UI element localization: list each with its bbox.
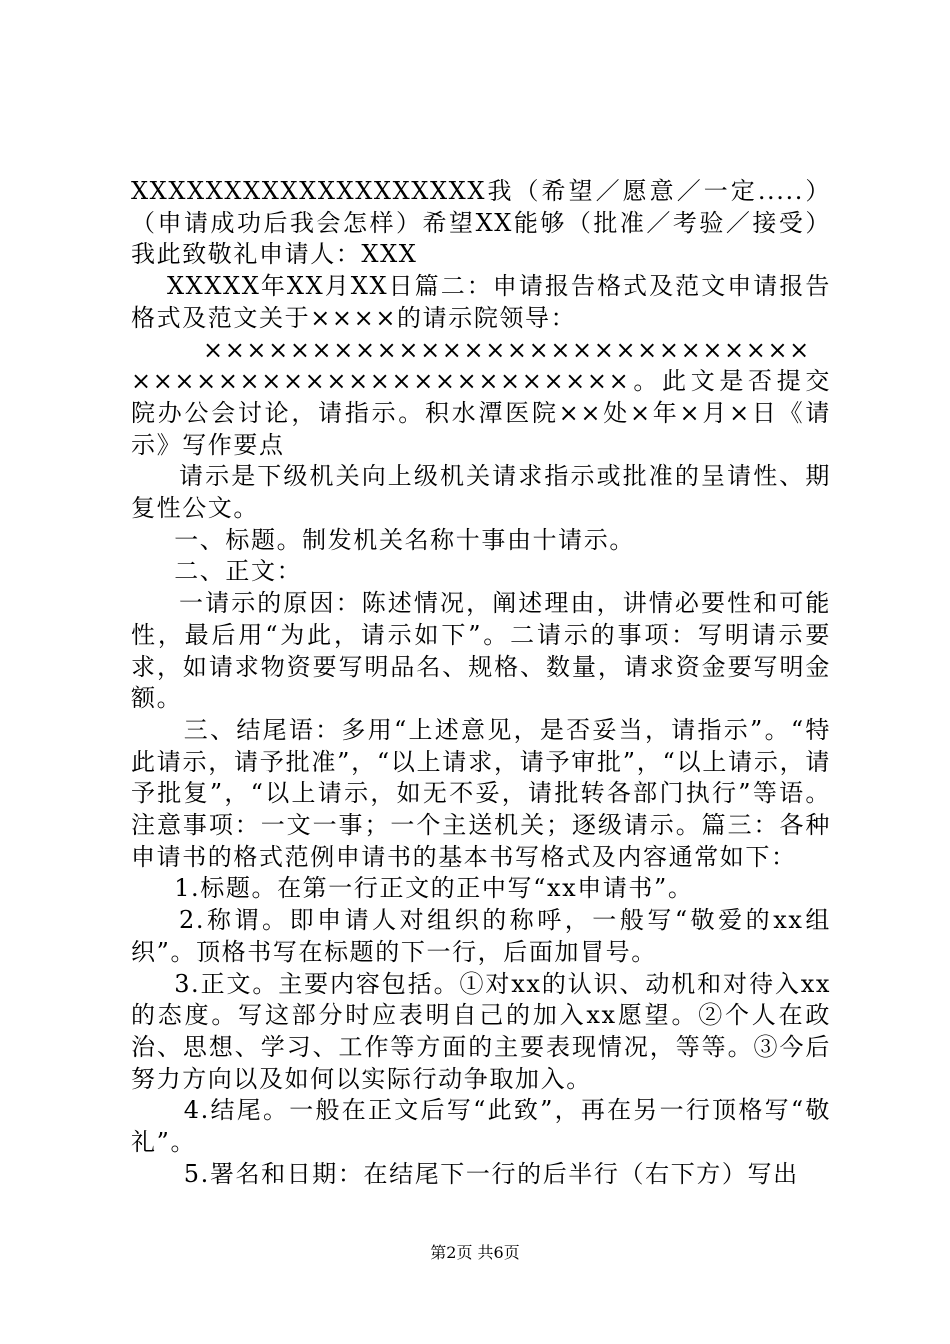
body-paragraph: 三、结尾语：多用“上述意见，是否妥当，请指示”。“特此请示，请予批准”，“以上请求，请予审批”，“以上请示，请予批复”，“以上请示，如无不妥，请批转各部门执行”等语。注意事项：一文一事；一个主送机关；逐级请示。篇三：各种申请书的格式范例申请书的基本书写格式及内容通常如下： <box>131 715 831 871</box>
body-paragraph: 二、正文： <box>174 557 303 586</box>
body-paragraph: 1.标题。在第一行正文的正中写“xx申请书”。 <box>174 874 694 903</box>
body-paragraph: 一、标题。制发机关名称十事由十请示。 <box>174 525 635 554</box>
body-paragraph: 3.正文。主要内容包括。①对xx的认识、动机和对待入xx的态度。写这部分时应表明自己的加入xx愿望。②个人在政治、思想、学习、工作等方面的主要表现情况，等等。③今后努力方向以及如何以实际行动争取加入。 <box>131 969 831 1093</box>
body-paragraph: 5.署名和日期：在结尾下一行的后半行（右下方）写出 <box>183 1159 799 1188</box>
body-paragraph: 请示是下级机关向上级机关请求指示或批准的呈请性、期复性公文。 <box>131 462 831 523</box>
body-paragraph: XXXXXXXXXXXXXXXXXXX我（希望／愿意／一定.....）（申请成功后我会怎样）希望XX能够（批准／考验／接受）我此致敬礼申请人：XXX <box>131 177 831 269</box>
page-footer: 第2页 共6页 <box>430 1243 520 1262</box>
body-paragraph: ×××××××××××××××××××××××××××××××××××××××××××××××××××。此文是否提交院办公会讨论，请指示。积水潭医院××处×年×月×日《请示》写作要点 <box>131 335 831 459</box>
body-paragraph: 一请示的原因：陈述情况，阐述理由，讲情必要性和可能性，最后用“为此，请示如下”。二请示的事项：写明请示要求，如请求物资要写明品名、规格、数量，请求资金要写明金额。 <box>131 589 831 713</box>
body-paragraph: XXXXX年XX月XX日篇二：申请报告格式及范文申请报告格式及范文关于××××的请示院领导： <box>131 272 831 332</box>
document-body <box>131 176 831 1191</box>
body-paragraph: 2.称谓。即申请人对组织的称呼，一般写“敬爱的xx组织”。顶格书写在标题的下一行，后面加冒号。 <box>131 906 831 966</box>
body-paragraph: 4.结尾。一般在正文后写“此致”，再在另一行顶格写“敬礼”。 <box>131 1096 831 1157</box>
